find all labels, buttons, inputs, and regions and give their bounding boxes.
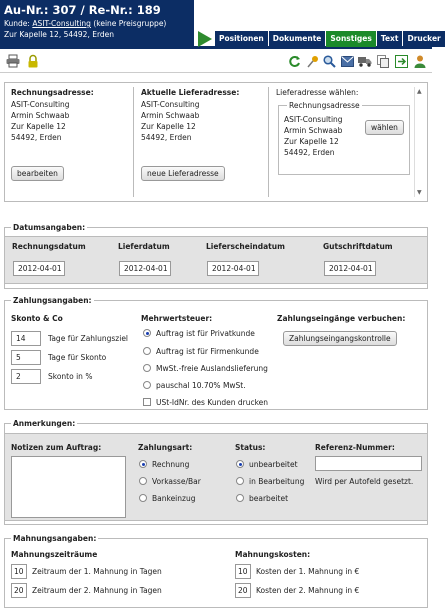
dunning-period-1-input[interactable]: 10 — [11, 564, 27, 579]
vat-free-radio[interactable] — [143, 364, 151, 372]
copy-icon[interactable] — [376, 54, 390, 68]
vat-business-label: Auftrag ist für Firmenkunde — [156, 347, 259, 356]
payment-prepay-radio[interactable] — [139, 477, 147, 485]
printer-icon[interactable] — [6, 54, 20, 68]
delivery-address-line: Zur Kapelle 12 — [141, 122, 196, 131]
user-icon[interactable] — [413, 54, 427, 68]
payment-debit-label: Bankeinzug — [152, 494, 196, 503]
payment-invoice-label: Rechnung — [152, 460, 190, 469]
billing-address-line: Zur Kapelle 12 — [11, 122, 66, 131]
status-heading: Status: — [235, 443, 266, 452]
payment-section — [4, 296, 428, 410]
payments-heading: Zahlungseingänge verbuchen: — [277, 314, 406, 323]
mail-icon[interactable] — [340, 54, 354, 68]
delivery-address-heading: Aktuelle Lieferadresse: — [141, 88, 240, 97]
status-open-label: unbearbeitet — [249, 460, 298, 469]
choose-address-line: 54492, Erden — [284, 148, 335, 157]
customer-price-group: (keine Preisgruppe) — [93, 19, 167, 28]
dunning-cost-2-label: Kosten der 2. Mahnung in € — [256, 586, 360, 595]
payment-debit-radio[interactable] — [139, 494, 147, 502]
dunning-section-legend: Mahnungsangaben: — [13, 534, 97, 543]
customer-prefix: Kunde: — [4, 19, 30, 28]
skonto-percent-label: Skonto in % — [48, 372, 93, 381]
print-vat-id-checkbox[interactable] — [143, 398, 151, 406]
edit-billing-address-button[interactable]: bearbeiten — [11, 166, 64, 181]
billing-address-line: ASIT-Consulting — [11, 100, 70, 109]
dunning-cost-1-input[interactable]: 10 — [235, 564, 251, 579]
order-notes-textarea[interactable] — [11, 456, 126, 518]
delivery-note-date-input[interactable]: 2012-04-01 — [207, 261, 259, 276]
status-done-label: bearbeitet — [249, 494, 289, 503]
divider — [268, 87, 269, 197]
status-in-progress-label: in Bearbeitung — [249, 477, 305, 486]
divider — [133, 87, 134, 197]
tab-drucker[interactable]: Drucker — [403, 31, 444, 47]
choose-address-line: Zur Kapelle 12 — [284, 137, 339, 146]
billing-address-line: Armin Schwaab — [11, 111, 70, 120]
payment-control-button[interactable]: Zahlungseingangskontrolle — [283, 331, 397, 346]
delivery-date-label: Lieferdatum — [118, 242, 170, 251]
reference-number-input[interactable] — [315, 456, 422, 471]
customer-link[interactable]: ASIT-Consulting — [32, 19, 91, 28]
vat-private-radio[interactable] — [143, 329, 151, 337]
tab-sonstiges[interactable]: Sonstiges — [326, 31, 375, 47]
dunning-section — [4, 534, 428, 608]
credit-note-date-input[interactable]: 2012-04-01 — [324, 261, 376, 276]
export-icon[interactable] — [394, 54, 408, 68]
address-section — [4, 82, 428, 202]
dunning-period-2-input[interactable]: 20 — [11, 583, 27, 598]
delivery-address — [141, 87, 239, 143]
customer-line — [4, 18, 190, 29]
billing-address-heading: Rechnungsadresse: — [11, 88, 94, 97]
address-scrollbar[interactable] — [414, 87, 424, 197]
payment-term-label: Tage für Zahlungsziel — [48, 334, 129, 343]
notes-section — [4, 419, 428, 525]
vat-free-label: MwSt.-freie Auslandslieferung — [156, 364, 268, 373]
notes-panel — [5, 433, 427, 521]
scroll-down-icon[interactable]: ▼ — [417, 189, 422, 196]
choose-delivery-address-box — [278, 101, 410, 175]
choose-address-button[interactable]: wählen — [365, 120, 404, 135]
choose-delivery-address-lines — [284, 114, 343, 158]
vat-heading: Mehrwertsteuer: — [141, 314, 213, 323]
reference-number-heading: Referenz-Nummer: — [315, 443, 395, 452]
tab-dokumente[interactable]: Dokumente — [269, 31, 326, 47]
search-icon[interactable] — [322, 54, 336, 68]
payment-term-input[interactable]: 14 — [11, 331, 41, 346]
refresh-icon[interactable] — [287, 54, 301, 68]
lock-icon[interactable] — [26, 54, 40, 68]
dunning-period-1-label: Zeitraum der 1. Mahnung in Tagen — [32, 567, 162, 576]
invoice-date-label: Rechnungsdatum — [12, 242, 86, 251]
billing-address — [11, 87, 94, 143]
vat-private-label: Auftrag ist für Privatkunde — [156, 329, 255, 338]
dunning-cost-2-input[interactable]: 20 — [235, 583, 251, 598]
tab-text[interactable]: Text — [377, 31, 403, 47]
dunning-costs-heading: Mahnungskosten: — [235, 550, 311, 559]
tabs — [198, 30, 446, 47]
dunning-cost-1-label: Kosten der 1. Mahnung in € — [256, 567, 360, 576]
skonto-days-input[interactable]: 5 — [11, 350, 41, 365]
payment-type-heading: Zahlungsart: — [138, 443, 193, 452]
delivery-address-line: ASIT-Consulting — [141, 100, 200, 109]
header — [0, 0, 441, 56]
new-delivery-address-button[interactable]: neue Lieferadresse — [141, 166, 225, 181]
payment-prepay-label: Vorkasse/Bar — [152, 477, 201, 486]
choose-delivery-address-heading: Lieferadresse wählen: — [276, 88, 359, 97]
choose-address-line: Armin Schwaab — [284, 126, 343, 135]
delivery-address-line: Armin Schwaab — [141, 111, 200, 120]
delivery-note-date-label: Lieferscheindatum — [206, 242, 285, 251]
dunning-period-2-label: Zeitraum der 2. Mahnung in Tagen — [32, 586, 162, 595]
payment-invoice-radio[interactable] — [139, 460, 147, 468]
tab-positionen[interactable]: Positionen — [215, 31, 268, 47]
choose-address-line: ASIT-Consulting — [284, 115, 343, 124]
order-title: Au-Nr.: 307 / Re-Nr.: 189 — [4, 3, 161, 17]
toolbar — [0, 51, 432, 73]
choose-delivery-address-legend: Rechnungsadresse — [289, 101, 360, 110]
billing-address-line: 54492, Erden — [11, 133, 62, 142]
status-open-radio[interactable] — [236, 460, 244, 468]
customer-address: Zur Kapelle 12, 54492, Erden — [4, 30, 115, 39]
vat-flat-radio[interactable] — [143, 381, 151, 389]
date-section — [4, 223, 428, 289]
vat-business-radio[interactable] — [143, 347, 151, 355]
skonto-days-label: Tage für Skonto — [48, 353, 107, 362]
arrow-right-icon — [198, 31, 212, 47]
skonto-percent-input[interactable]: 2 — [11, 369, 41, 384]
notes-section-legend: Anmerkungen: — [13, 419, 76, 428]
dunning-periods-heading: Mahnungszeiträume — [11, 550, 98, 559]
payment-section-legend: Zahlungsangaben: — [13, 296, 92, 305]
print-vat-id-label: USt-IdNr. des Kunden drucken — [156, 398, 269, 407]
scroll-up-icon[interactable]: ▲ — [417, 88, 422, 95]
status-in-progress-radio[interactable] — [236, 477, 244, 485]
pin-icon[interactable] — [305, 54, 319, 68]
invoice-date-input[interactable]: 2012-04-01 — [13, 261, 65, 276]
order-info-box — [0, 0, 194, 47]
credit-note-date-label: Gutschriftdatum — [323, 242, 393, 251]
order-notes-heading: Notizen zum Auftrag: — [11, 443, 102, 452]
header-divider — [0, 47, 432, 49]
date-section-legend: Datumsangaben: — [13, 223, 86, 232]
date-panel — [5, 236, 427, 284]
reference-number-note: Wird per Autofeld gesetzt. — [315, 477, 414, 486]
status-done-radio[interactable] — [236, 494, 244, 502]
skonto-heading: Skonto & Co — [11, 314, 63, 323]
delivery-address-line: 54492, Erden — [141, 133, 192, 142]
truck-icon[interactable] — [358, 54, 372, 68]
tab-bar — [194, 0, 441, 47]
delivery-date-input[interactable]: 2012-04-01 — [119, 261, 171, 276]
vat-flat-label: pauschal 10.70% MwSt. — [156, 381, 246, 390]
